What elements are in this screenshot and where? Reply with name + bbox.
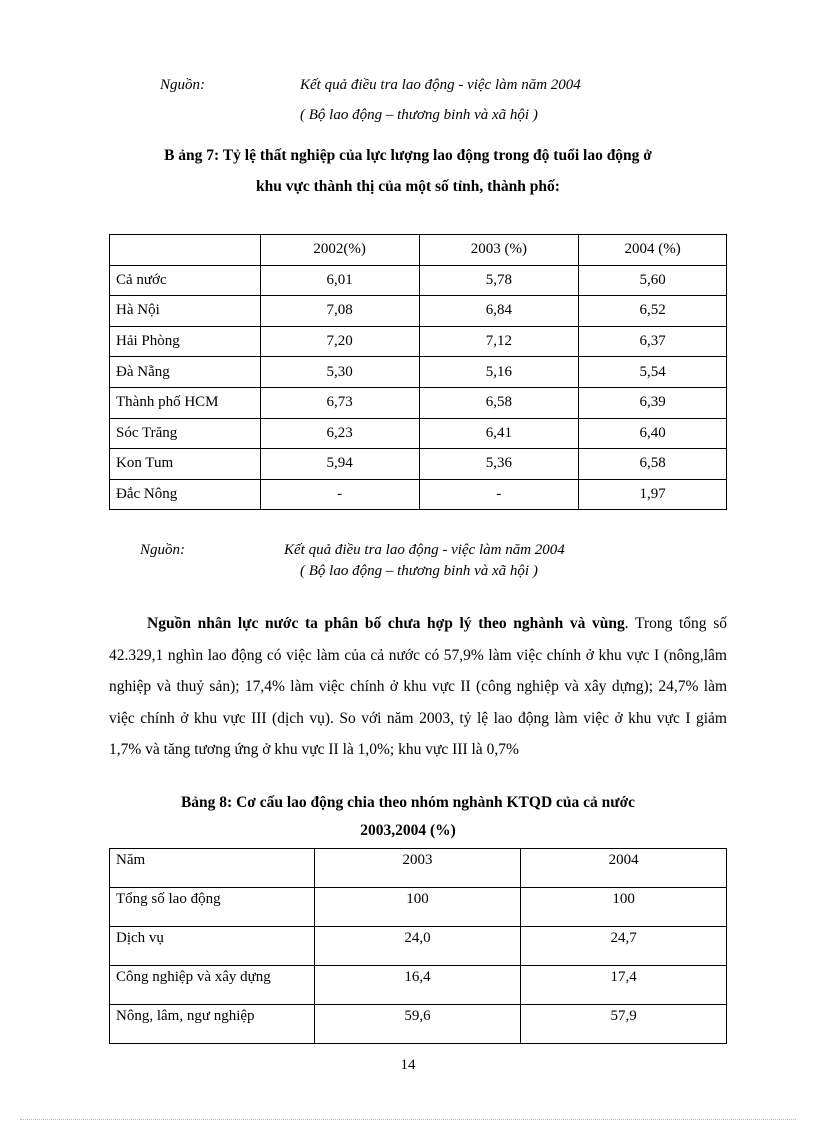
table-row	[110, 357, 727, 388]
row-label: Tổng số lao động	[110, 888, 315, 927]
row-label: Công nghiệp và xây dựng	[110, 966, 315, 1005]
table-cell: 6,73	[260, 387, 419, 418]
column-header: 2002(%)	[260, 235, 419, 266]
table-row	[110, 265, 727, 296]
source-publisher: ( Bộ lao động – thương binh và xã hội )	[300, 563, 538, 579]
table-cell: 100	[521, 888, 727, 927]
page-number: 14	[400, 1057, 416, 1073]
table8-caption-line2: 2003,2004 (%)	[360, 822, 456, 839]
table-row	[110, 927, 727, 966]
table8-header-row	[110, 849, 727, 888]
column-header: 2003 (%)	[419, 235, 579, 266]
table-row	[110, 326, 727, 357]
table-cell: 24,7	[521, 927, 727, 966]
table7-header-row	[110, 235, 727, 266]
row-label: Hà Nội	[110, 296, 261, 327]
unemployment-table	[109, 234, 727, 510]
table8-caption-line1: Bảng 8: Cơ cấu lao động chia theo nhóm nghành KTQD của cả nước	[180, 794, 636, 811]
row-label: Đắc Nông	[110, 479, 261, 510]
source-publisher: ( Bộ lao động – thương binh và xã hội )	[300, 107, 538, 123]
table-cell: 6,58	[419, 387, 579, 418]
table-cell: 6,23	[260, 418, 419, 449]
row-label: Hải Phòng	[110, 326, 261, 357]
table-row	[110, 966, 727, 1005]
table7-caption-line2: khu vực thành thị của một số tỉnh, thành phố:	[256, 178, 560, 195]
table-cell: 24,0	[314, 927, 521, 966]
table-cell: 6,41	[419, 418, 579, 449]
table-cell: 100	[314, 888, 521, 927]
row-label: Dịch vụ	[110, 927, 315, 966]
source-label: Nguồn:	[160, 77, 205, 93]
paragraph-lead: Nguồn nhân lực nước ta phân bố chưa hợp lý theo nghành và vùng	[147, 615, 625, 632]
table-cell: 5,54	[579, 357, 727, 388]
row-label: Kon Tum	[110, 449, 261, 480]
column-header: 2004 (%)	[579, 235, 727, 266]
column-header: 2004	[521, 849, 727, 888]
body-paragraph	[109, 608, 727, 766]
table-cell: 6,40	[579, 418, 727, 449]
column-header: 2003	[314, 849, 521, 888]
column-header: Năm	[110, 849, 315, 888]
table7-caption-line1: B ảng 7: Tỷ lệ thất nghiệp của lực lượng lao động trong độ tuổi lao động ở	[164, 147, 652, 164]
table-cell: 6,01	[260, 265, 419, 296]
table-cell: 59,6	[314, 1005, 521, 1044]
table-cell: 7,08	[260, 296, 419, 327]
paragraph-text: . Trong tổng số 42.329,1 nghìn lao động có việc làm của cả nước có 57,9% làm việc chính ở khu vực I (nông,lâm nghiệp và thuỷ sản); 17,4% làm việc chính ở khu vực II (công nghiệp và xây dựng); 24,7% làm việc chính ở khu vực III (dịch vụ). So với năm 2003, tỷ lệ lao động làm việc ở khu vực I giảm 1,7% và tăng tương ứng ở khu vực II là 1,0%; khu vực III là 0,7%	[109, 615, 727, 758]
table-cell: 5,60	[579, 265, 727, 296]
table-row	[110, 418, 727, 449]
table-cell: 6,84	[419, 296, 579, 327]
table-row	[110, 449, 727, 480]
row-label: Cả nước	[110, 265, 261, 296]
source-title: Kết quả điều tra lao động - việc làm năm 2004	[284, 542, 565, 558]
table-cell: 17,4	[521, 966, 727, 1005]
row-label: Nông, lâm, ngư nghiệp	[110, 1005, 315, 1044]
table-cell: 7,20	[260, 326, 419, 357]
table-cell: 7,12	[419, 326, 579, 357]
table-cell: 57,9	[521, 1005, 727, 1044]
source-label: Nguồn:	[140, 542, 185, 558]
table-row	[110, 296, 727, 327]
row-label: Sóc Trăng	[110, 418, 261, 449]
table-cell: 6,39	[579, 387, 727, 418]
row-label: Thành phố HCM	[110, 387, 261, 418]
table-row	[110, 479, 727, 510]
table-row	[110, 1005, 727, 1044]
table-cell: 16,4	[314, 966, 521, 1005]
table-cell: 5,78	[419, 265, 579, 296]
table-cell: -	[260, 479, 419, 510]
table-row	[110, 888, 727, 927]
column-header	[110, 235, 261, 266]
table-cell: 5,94	[260, 449, 419, 480]
labor-structure-table	[109, 848, 727, 1044]
row-label: Đà Nẵng	[110, 357, 261, 388]
source-title: Kết quả điều tra lao động - việc làm năm 2004	[300, 77, 581, 93]
footer-divider	[20, 1119, 796, 1120]
table-cell: 5,16	[419, 357, 579, 388]
table-cell: 1,97	[579, 479, 727, 510]
table-cell: -	[419, 479, 579, 510]
table-cell: 5,30	[260, 357, 419, 388]
table-cell: 6,37	[579, 326, 727, 357]
table-cell: 6,58	[579, 449, 727, 480]
table-cell: 5,36	[419, 449, 579, 480]
table-cell: 6,52	[579, 296, 727, 327]
table-row	[110, 387, 727, 418]
